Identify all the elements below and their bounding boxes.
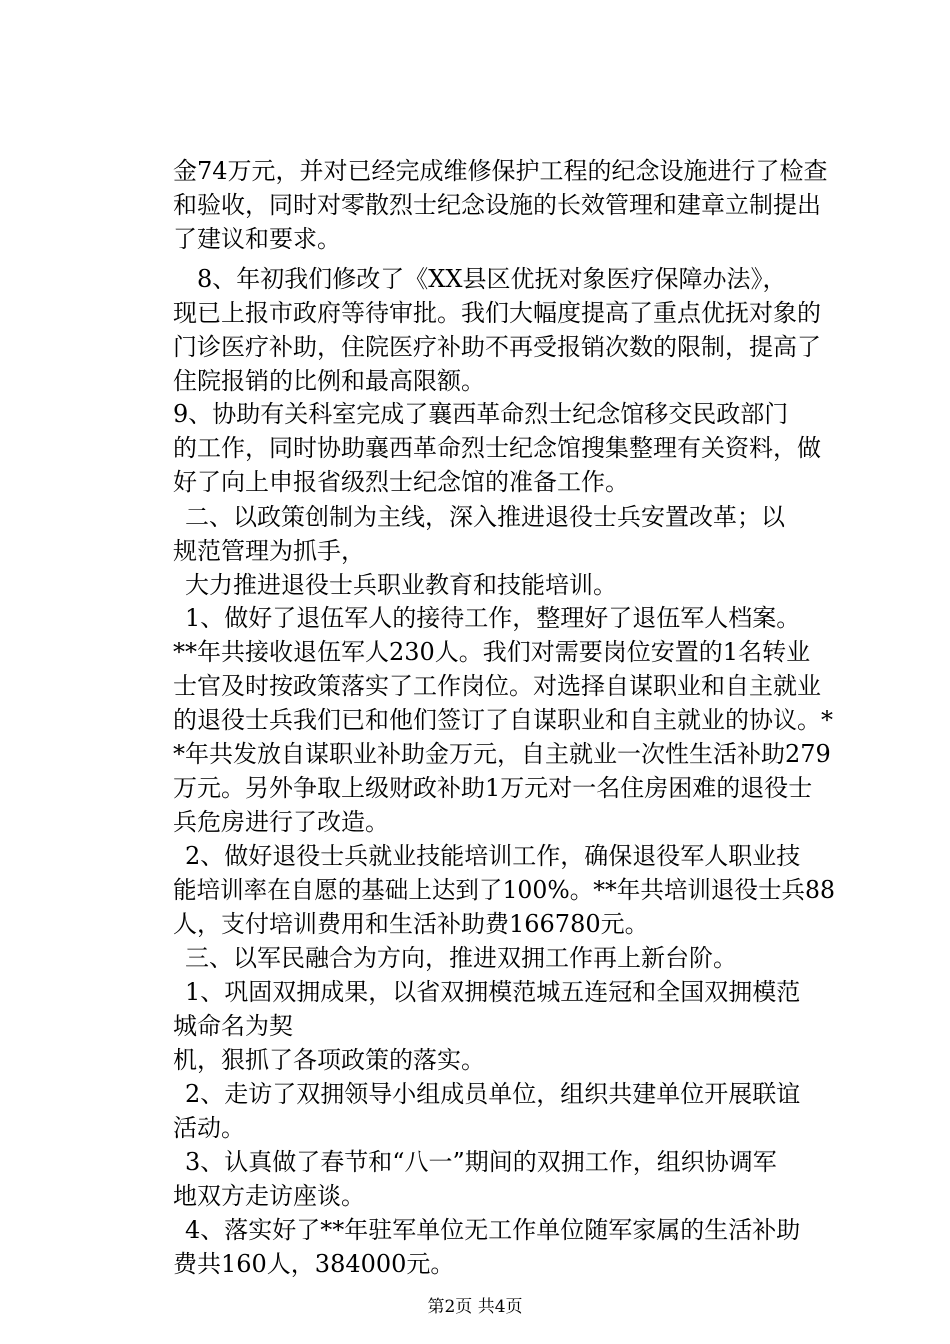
text-line: 2、做好退役士兵就业技能培训工作，确保退役军人职业技: [185, 842, 801, 870]
text-line: 费共160人，384000元。: [173, 1250, 455, 1278]
text-line: 1、巩固双拥成果，以省双拥模范城五连冠和全国双拥模范: [185, 978, 801, 1006]
text-line: 万元。另外争取上级财政补助1万元对一名住房困难的退役士: [173, 774, 813, 802]
text-line: 门诊医疗补助，住院医疗补助不再受报销次数的限制，提高了: [173, 333, 821, 361]
text-line: 的工作，同时协助襄西革命烈士纪念馆搜集整理有关资料，做: [173, 434, 821, 462]
section-heading: 规范管理为抓手，: [173, 537, 365, 565]
text-line: *年共发放自谋职业补助金万元，自主就业一次性生活补助279: [173, 740, 831, 768]
text-line: 人，支付培训费用和生活补助费166780元。: [173, 910, 649, 938]
text-line: 能培训率在自愿的基础上达到了100%。**年共培训退役士兵88: [173, 876, 835, 904]
text-line: 了建议和要求。: [173, 225, 341, 253]
text-line: 4、落实好了**年驻军单位无工作单位随军家属的生活补助: [185, 1216, 801, 1244]
text-line: 住院报销的比例和最高限额。: [173, 367, 485, 395]
text-line: 士官及时按政策落实了工作岗位。对选择自谋职业和自主就业: [173, 672, 821, 700]
page-number-footer: 第2页 共4页: [427, 1297, 523, 1317]
text-line: 机，狠抓了各项政策的落实。: [173, 1046, 485, 1074]
text-line: 地双方走访座谈。: [173, 1182, 365, 1210]
text-line: 金74万元，并对已经完成维修保护工程的纪念设施进行了检查: [173, 157, 828, 185]
section-heading: 大力推进退役士兵职业教育和技能培训。: [185, 571, 617, 599]
text-line: 8、年初我们修改了《XX县区优抚对象医疗保障办法》，: [197, 265, 787, 293]
text-line: **年共接收退伍军人230人。我们对需要岗位安置的1名转业: [173, 638, 811, 666]
section-heading: 二、以政策创制为主线，深入推进退役士兵安置改革；以: [185, 503, 785, 531]
text-line: 的退役士兵我们已和他们签订了自谋职业和自主就业的协议。*: [173, 706, 833, 734]
text-line: 城命名为契: [173, 1012, 293, 1040]
text-line: 2、走访了双拥领导小组成员单位，组织共建单位开展联谊: [185, 1080, 801, 1108]
text-line: 1、做好了退伍军人的接待工作，整理好了退伍军人档案。: [185, 604, 801, 632]
section-heading: 三、以军民融合为方向，推进双拥工作再上新台阶。: [185, 944, 737, 972]
text-line: 现已上报市政府等待审批。我们大幅度提高了重点优抚对象的: [173, 299, 821, 327]
text-line: 兵危房进行了改造。: [173, 808, 389, 836]
text-line: 好了向上申报省级烈士纪念馆的准备工作。: [173, 468, 629, 496]
text-line: 活动。: [173, 1114, 245, 1142]
text-line: 9、协助有关科室完成了襄西革命烈士纪念馆移交民政部门: [173, 400, 789, 428]
text-line: 和验收，同时对零散烈士纪念设施的长效管理和建章立制提出: [173, 191, 821, 219]
text-line: 3、认真做了春节和“八一”期间的双拥工作，组织协调军: [185, 1148, 777, 1176]
